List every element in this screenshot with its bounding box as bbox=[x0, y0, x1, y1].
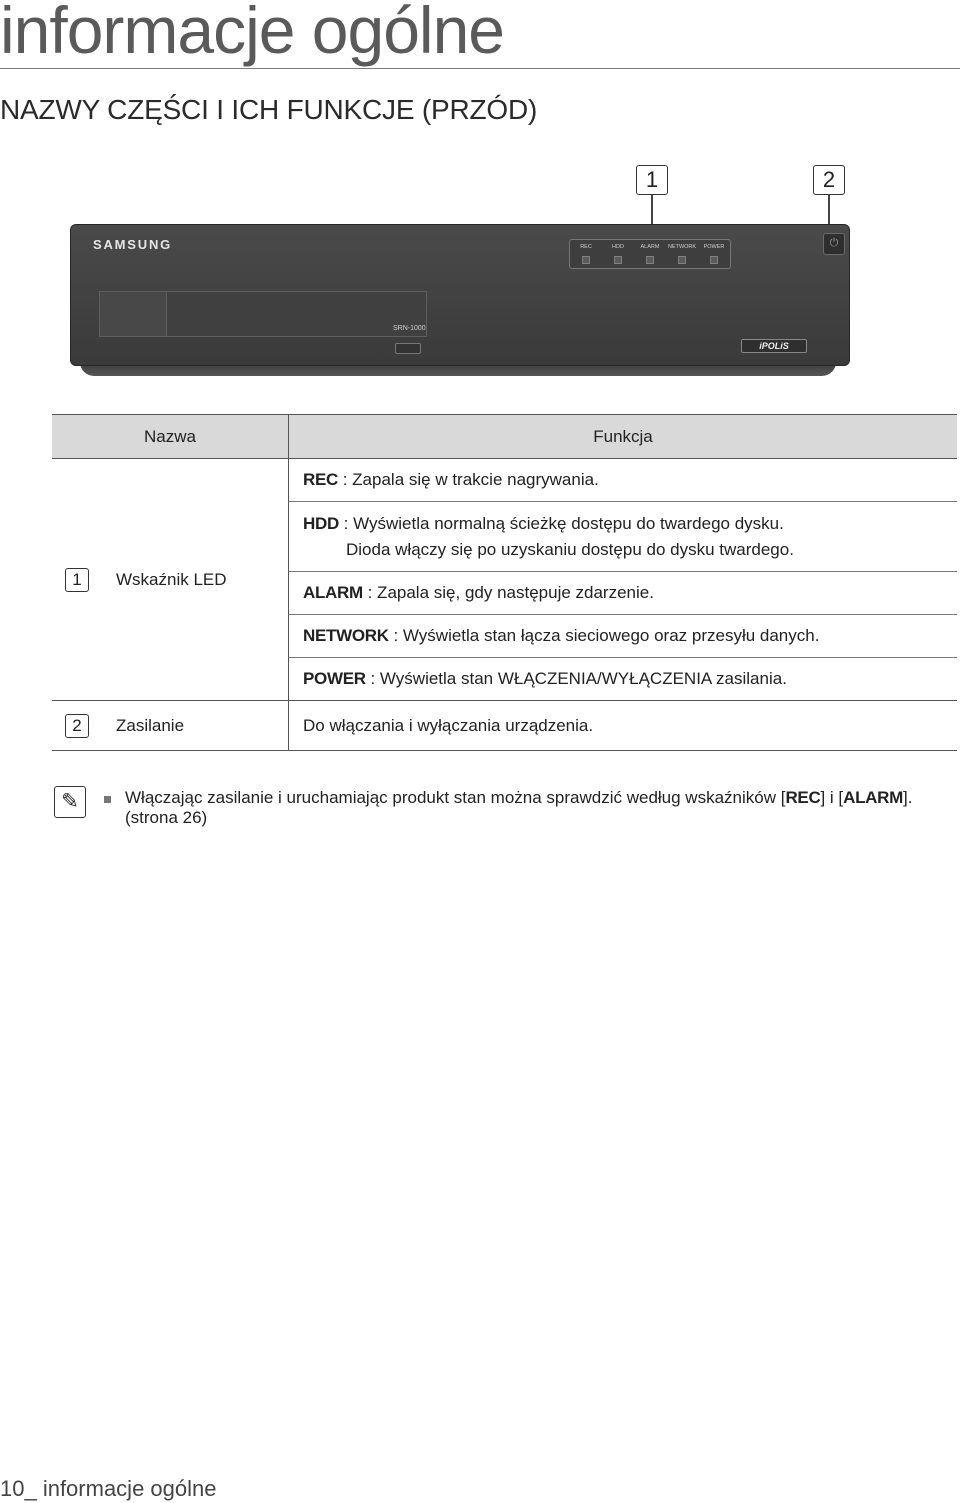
brand-logo: SAMSUNG bbox=[93, 237, 173, 252]
note-icon: ✎ bbox=[54, 786, 86, 818]
row-number-badge: 2 bbox=[65, 714, 89, 738]
table-row bbox=[52, 701, 957, 751]
header-function: Funkcja bbox=[289, 415, 958, 459]
function-key: HDD bbox=[303, 513, 339, 533]
row-number-cell bbox=[52, 459, 102, 701]
function-text: : Wyświetla normalną ścieżkę dostępu do twardego dysku. bbox=[338, 513, 784, 533]
function-text: : Wyświetla stan łącza sieciowego oraz przesyłu danych. bbox=[388, 626, 820, 645]
led-hdd bbox=[602, 244, 634, 269]
power-icon: ⏻ bbox=[829, 237, 839, 249]
led-power bbox=[698, 244, 730, 269]
led-alarm-label: ALARM bbox=[640, 244, 660, 250]
section-title: NAZWY CZĘŚCI I ICH FUNKCJE (PRZÓD) bbox=[0, 94, 538, 125]
callout-2: 2 bbox=[813, 165, 845, 195]
led-rec-label: REC bbox=[580, 244, 592, 250]
function-power-switch: Do włączania i wyłączania urządzenia. bbox=[289, 701, 958, 751]
function-key: NETWORK bbox=[303, 626, 389, 645]
note-mid: ] i [ bbox=[820, 788, 844, 807]
note-text bbox=[125, 788, 955, 828]
power-button[interactable] bbox=[823, 233, 845, 255]
led-hdd-label: HDD bbox=[612, 244, 624, 250]
row-number-cell bbox=[52, 701, 102, 751]
drive-tray-door bbox=[100, 292, 167, 336]
ipolis-logo: iPOLiS bbox=[741, 339, 807, 353]
function-text: : Zapala się w trakcie nagrywania. bbox=[338, 470, 599, 489]
table-row bbox=[52, 459, 957, 502]
led-power-label: POWER bbox=[703, 244, 725, 250]
led-rec bbox=[570, 244, 602, 269]
led-alarm-light bbox=[646, 256, 654, 264]
usb-port bbox=[395, 343, 421, 354]
note-key-alarm: ALARM bbox=[843, 788, 904, 807]
led-rec-light bbox=[582, 256, 590, 264]
note-key-rec: REC bbox=[785, 788, 821, 807]
function-key: REC bbox=[303, 470, 338, 489]
led-hdd-light bbox=[614, 256, 622, 264]
function-line bbox=[303, 511, 957, 537]
chapter-title: informacje ogólne bbox=[0, 0, 504, 67]
row-name-cell: Zasilanie bbox=[102, 701, 289, 751]
led-indicator-panel bbox=[569, 239, 731, 269]
row-name-cell: Wskaźnik LED bbox=[102, 459, 289, 701]
function-power bbox=[289, 658, 958, 701]
function-alarm bbox=[289, 572, 958, 615]
header-name: Nazwa bbox=[52, 415, 289, 459]
function-text: : Zapala się, gdy następuje zdarzenie. bbox=[362, 583, 654, 602]
led-network-label: NETWORK bbox=[667, 244, 697, 250]
note-prefix: Włączając zasilanie i uruchamiając produkt stan można sprawdzić według wskaźników [ bbox=[125, 788, 786, 807]
note-suffix: ]. (strona 26) bbox=[125, 788, 913, 827]
led-power-light bbox=[710, 256, 718, 264]
function-hdd bbox=[289, 502, 958, 572]
function-text: : Wyświetla stan WŁĄCZENIA/WYŁĄCZENIA zasilania. bbox=[365, 669, 787, 688]
function-extra-line: Dioda włączy się po uzyskaniu dostępu do dysku twardego. bbox=[346, 539, 794, 559]
table-header-row bbox=[52, 415, 957, 459]
row-number-badge: 1 bbox=[65, 568, 89, 592]
led-network bbox=[666, 244, 698, 269]
function-key: ALARM bbox=[303, 583, 363, 602]
parts-function-table bbox=[52, 414, 957, 751]
model-label: SRN-1000 bbox=[393, 325, 426, 332]
callout-1: 1 bbox=[636, 165, 668, 195]
page-footer: 10_ informacje ogólne bbox=[0, 1476, 217, 1501]
led-alarm bbox=[634, 244, 666, 269]
title-divider bbox=[0, 68, 960, 69]
note-bullet bbox=[104, 796, 111, 803]
led-network-light bbox=[678, 256, 686, 264]
function-network bbox=[289, 615, 958, 658]
function-key: POWER bbox=[303, 669, 366, 688]
drive-tray bbox=[99, 291, 427, 337]
function-rec bbox=[289, 459, 958, 502]
device-front-panel bbox=[70, 224, 850, 366]
